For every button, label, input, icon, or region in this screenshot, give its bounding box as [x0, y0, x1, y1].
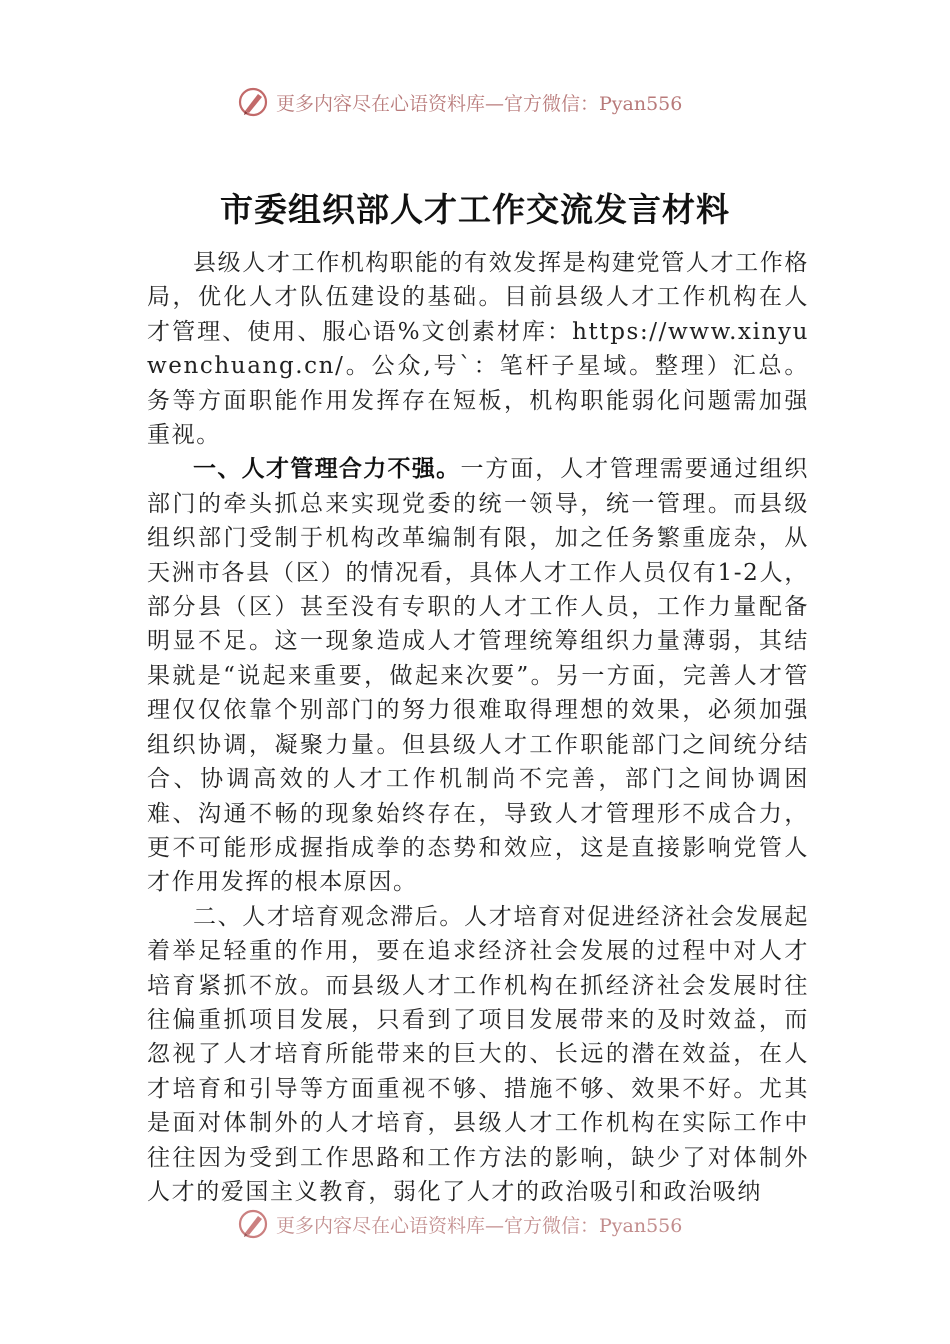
pen-logo-icon — [236, 1207, 270, 1241]
document-body — [147, 246, 809, 1216]
document-title: 市委组织部人才工作交流发言材料 — [220, 190, 730, 229]
watermark-text: 更多内容尽在心语资料库—官方微信：Pyan556 — [276, 1214, 683, 1237]
section-1-text: 一方面，人才管理需要通过组织部门的牵头抓总来实现党委的统一领导，统一管理。而县级组织部门受制于机构改革编制有限，加之任务繁重庞杂，从天洲市各县（区）的情况看，具体人才工作人员仅有1-2人，部分县（区）甚至没有专职的人才工作人员，工作力量配备明显不足。这一现象造成人才管理统筹组织力量薄弱，其结果就是“说起来重要，做起来次要”。另一方面，完善人才管理仅仅依靠个别部门的努力很难取得理想的效果，必须加强组织协调，凝聚力量。但县级人才工作职能部门之间统分结合、协调高效的人才工作机制尚不完善，部门之间协调困难、沟通不畅的现象始终存在，导致人才管理形不成合力，更不可能形成握指成拳的态势和效应，这是直接影响党管人才作用发挥的根本原因。 — [147, 456, 809, 896]
watermark-banner-top — [236, 82, 756, 122]
pen-logo-icon — [236, 85, 270, 119]
section-2-paragraph: 二、人才培育观念滞后。人才培育对促进经济社会发展起着举足轻重的作用，要在追求经济社会发展的过程中对人才培育紧抓不放。而县级人才工作机构在抓经济社会发展时往往偏重抓项目发展，只看到了项目发展带来的及时效益，而忽视了人才培育所能带来的巨大的、长远的潜在效益，在人才培育和引导等方面重视不够、措施不够、效果不好。尤其是面对体制外的人才培育，县级人才工作机构在实际工作中往往因为受到工作思路和工作方法的影响，缺少了对体制外人才的爱国主义教育，弱化了人才的政治吸引和政治吸纳 — [147, 903, 809, 1205]
section-1-paragraph — [147, 452, 809, 899]
section-1-heading: 一、人才管理合力不强。 — [193, 456, 461, 483]
watermark-banner-bottom — [236, 1204, 756, 1244]
watermark-text: 更多内容尽在心语资料库—官方微信：Pyan556 — [276, 92, 683, 115]
intro-paragraph: 县级人才工作机构职能的有效发挥是构建党管人才工作格局，优化人才队伍建设的基础。目前县级人才工作机构在人才管理、使用、服心语%文创素材库：https://www.xinyuwenchuang.cn/。公众,号`：笔杆子星域。整理）汇总。务等方面职能作用发挥存在短板，机构职能弱化问题需加强重视。 — [147, 250, 809, 449]
